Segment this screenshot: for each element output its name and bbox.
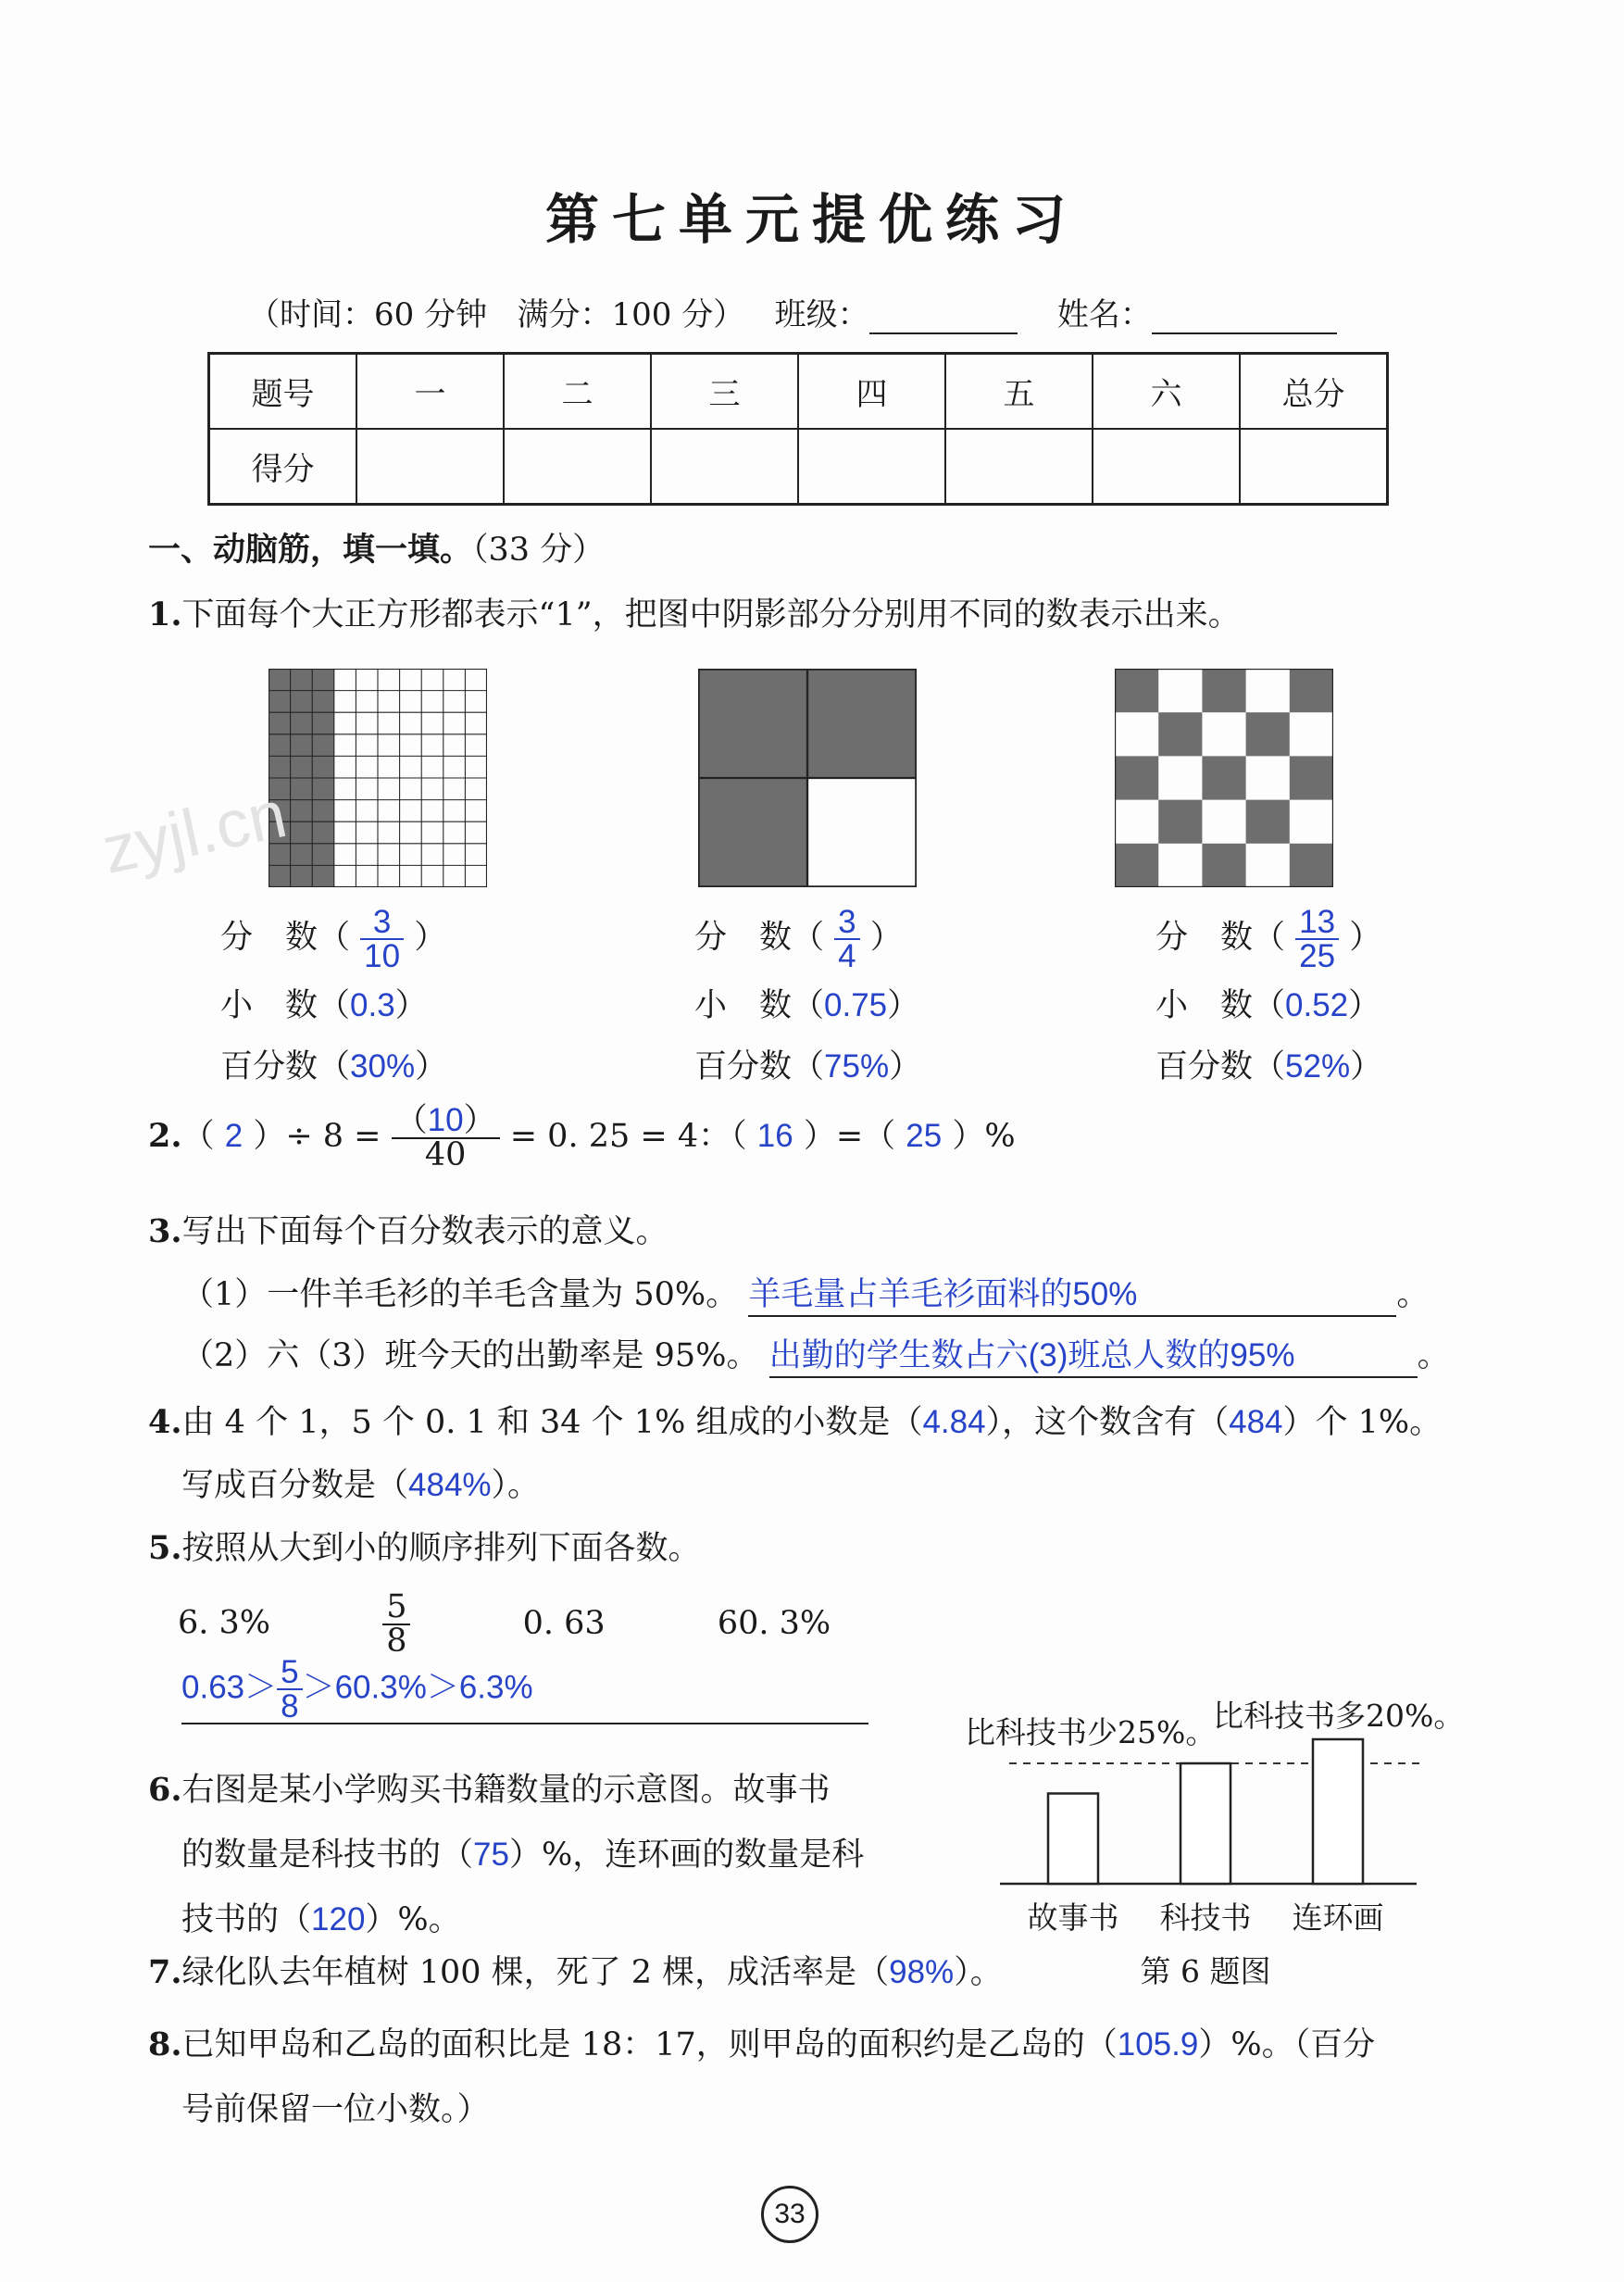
question-number: 2. — [148, 1117, 182, 1155]
numerator: 5 — [281, 1654, 299, 1690]
answer-blank[interactable]: 105.9 — [1117, 2026, 1199, 2063]
close-paren: ） — [414, 919, 447, 957]
answer-decimal-2 — [694, 980, 919, 1026]
grid-figure-quarters — [698, 669, 917, 887]
score-cell[interactable] — [356, 429, 504, 505]
class-label: 班级： — [774, 296, 869, 333]
question-text: 已知甲岛和乙岛的面积比是 18：17，则甲岛的面积约是乙岛的（ — [181, 2026, 1118, 2063]
answer-decimal-1 — [220, 980, 428, 1026]
label-percent: 百分数（ — [220, 1048, 351, 1085]
paren: （ — [394, 1102, 428, 1139]
question-text: 技书的（ — [181, 1901, 312, 1938]
question-3-part-1 — [181, 1269, 1429, 1317]
percent-answer[interactable]: 30% — [350, 1048, 416, 1085]
answer-blank[interactable]: 4.84 — [922, 1404, 986, 1440]
table-cell: 二 — [504, 354, 651, 430]
close-paren: ） — [1348, 987, 1381, 1024]
label-fraction: 分 数（ — [1156, 919, 1286, 957]
score-table-header-row — [209, 354, 1388, 430]
score-table — [207, 352, 1389, 506]
answer-fraction-1 — [220, 906, 446, 972]
denominator: 25 — [1295, 938, 1339, 972]
question-number: 8. — [148, 2025, 182, 2063]
fraction-answer[interactable] — [360, 906, 404, 972]
category-label: 故事书 — [1027, 1900, 1119, 1936]
score-cell[interactable] — [798, 429, 945, 505]
paren: ） — [463, 1102, 496, 1139]
question-8 — [148, 2019, 1375, 2065]
question-8-line-2 — [181, 2084, 490, 2130]
section-points: （33 分） — [472, 532, 606, 569]
table-cell: 三 — [651, 354, 798, 430]
period: 。 — [1396, 1276, 1430, 1313]
question-2 — [148, 1104, 1016, 1172]
sub-question-text: （2）六（3）班今天的出勤率是 95%。 — [181, 1337, 759, 1374]
table-cell: 六 — [1093, 354, 1240, 430]
decimal-answer[interactable]: 0.75 — [824, 987, 888, 1023]
question-1 — [148, 589, 1241, 635]
fraction-answer[interactable] — [834, 906, 859, 972]
label-percent: 百分数（ — [1156, 1048, 1286, 1085]
percent-answer[interactable]: 75% — [824, 1048, 890, 1085]
bar-comic-book — [1313, 1739, 1363, 1884]
question-text: 写成百分数是（ — [181, 1467, 409, 1504]
question-text: 写出下面每个百分数表示的意义。 — [181, 1213, 668, 1250]
decimal-answer[interactable]: 0.3 — [350, 987, 395, 1023]
label-percent: 百分数（ — [694, 1048, 825, 1085]
label-fraction: 分 数（ — [694, 919, 825, 957]
question-number: 3. — [148, 1212, 182, 1250]
answer-fraction — [277, 1656, 302, 1723]
answer-blank[interactable]: 120 — [311, 1901, 366, 1937]
answer-blank[interactable]: 484 — [1229, 1404, 1283, 1440]
question-text: 号前保留一位小数。） — [181, 2091, 490, 2128]
equation-text: = 0. 25 = 4：（ — [509, 1118, 747, 1155]
numerator: 13 — [1299, 904, 1336, 940]
close-paren: ） — [889, 1048, 922, 1085]
label-fraction: 分 数（ — [220, 919, 351, 957]
question-6-line-3 — [148, 1887, 864, 1952]
question-number: 6. — [148, 1771, 182, 1809]
answer-fraction-2 — [694, 906, 903, 972]
close-paren: ） — [415, 1048, 448, 1085]
fraction-answer[interactable] — [1295, 906, 1339, 972]
answer-text: ＞60.3%＞6.3% — [302, 1669, 533, 1706]
question-text: 绿化队去年植树 100 棵，死了 2 棵，成活率是（ — [181, 1954, 890, 1991]
page-title: 第七单元提优练习 — [544, 188, 1079, 251]
exam-info — [248, 289, 1337, 334]
denominator: 8 — [277, 1688, 302, 1723]
numerator: 3 — [838, 904, 856, 940]
table-cell: 一 — [356, 354, 504, 430]
equation-text: ）÷ 8 = — [253, 1118, 381, 1155]
equation-text: ）% — [952, 1118, 1016, 1155]
page-number: 33 — [761, 2186, 818, 2243]
name-blank[interactable] — [1152, 332, 1337, 334]
question-text: ）%。（百分 — [1198, 2026, 1376, 2063]
question-text: ）。 — [491, 1467, 541, 1504]
question-5-answer[interactable] — [181, 1656, 868, 1724]
label-decimal: 小 数（ — [220, 987, 351, 1024]
answer-text: 0.63＞ — [181, 1669, 278, 1706]
question-number: 7. — [148, 1953, 182, 1991]
question-text: 由 4 个 1，5 个 0. 1 和 34 个 1% 组成的小数是（ — [181, 1404, 923, 1441]
question-4 — [148, 1397, 1442, 1443]
shaded-region — [698, 778, 807, 887]
answer-percent-1 — [220, 1041, 447, 1087]
score-table-score-row — [209, 429, 1388, 505]
question-text: ）个 1%。 — [1282, 1404, 1443, 1441]
close-paren: ） — [1350, 1048, 1383, 1085]
class-blank[interactable] — [869, 332, 1018, 334]
shaded-region — [1115, 669, 1333, 887]
answer-blank[interactable]: 484% — [408, 1467, 492, 1503]
label-decimal: 小 数（ — [1156, 987, 1286, 1024]
close-paren: ） — [394, 987, 428, 1024]
number-item: 6. 3% — [178, 1604, 271, 1642]
table-cell: 题号 — [209, 354, 357, 430]
sub-question-text: （1）一件羊毛衫的羊毛含量为 50%。 — [181, 1276, 739, 1313]
fraction — [392, 1104, 500, 1172]
score-cell[interactable] — [1240, 429, 1388, 505]
answer-percent-2 — [694, 1041, 921, 1087]
close-paren: ） — [869, 919, 903, 957]
question-text: 按照从大到小的顺序排列下面各数。 — [181, 1530, 701, 1567]
question-5-items — [178, 1588, 831, 1660]
number-item-fraction — [382, 1588, 410, 1660]
numerator: 3 — [372, 904, 392, 940]
paren: （ — [181, 1118, 215, 1155]
question-5 — [148, 1523, 701, 1569]
bar-storybook — [1048, 1794, 1098, 1885]
watermark: zyjl.cn — [95, 777, 294, 888]
numerator — [392, 1104, 500, 1137]
answer-blank[interactable]: 2 — [224, 1118, 244, 1154]
question-7 — [148, 1947, 1003, 1993]
grid-figure-tenths — [269, 669, 487, 887]
answer-line[interactable]: 羊毛量占羊毛衫面料的50% — [748, 1269, 1396, 1317]
annotation-more: 比科技书多20%。 — [1213, 1698, 1465, 1734]
denominator: 40 — [392, 1137, 500, 1172]
question-3 — [148, 1206, 668, 1252]
answer-decimal-3 — [1156, 980, 1380, 1026]
question-text: ）。 — [954, 1954, 1003, 1991]
equation-text: ）=（ — [803, 1118, 896, 1155]
table-cell: 五 — [945, 354, 1093, 430]
category-label: 科技书 — [1159, 1900, 1252, 1936]
name-label: 姓名： — [1056, 296, 1152, 333]
number-item: 0. 63 — [522, 1604, 606, 1642]
annotation-less: 比科技书少25%。 — [965, 1714, 1217, 1750]
question-text: ），这个数含有（ — [985, 1404, 1230, 1441]
question-number: 5. — [148, 1529, 182, 1567]
denominator: 4 — [834, 938, 859, 972]
book-chart — [954, 1686, 1472, 1991]
section-heading — [148, 524, 605, 570]
percent-answer[interactable]: 52% — [1285, 1048, 1351, 1085]
full-score-info: 满分：100 分） — [517, 296, 745, 333]
category-label: 连环画 — [1292, 1900, 1384, 1936]
question-text: ）%，连环画的数量是科 — [508, 1837, 865, 1874]
answer-percent-3 — [1156, 1041, 1382, 1087]
score-cell[interactable] — [945, 429, 1093, 505]
question-6-line-1 — [148, 1758, 864, 1823]
score-cell[interactable] — [651, 429, 798, 505]
close-paren: ） — [887, 987, 920, 1024]
answer-blank[interactable]: 98% — [889, 1954, 955, 1990]
answer-blank[interactable]: 16 — [756, 1118, 793, 1154]
question-number: 4. — [148, 1403, 182, 1441]
decimal-answer[interactable]: 0.52 — [1285, 987, 1349, 1023]
label-decimal: 小 数（ — [694, 987, 825, 1024]
score-cell[interactable] — [1093, 429, 1240, 505]
answer-blank[interactable]: 75 — [473, 1837, 509, 1873]
table-cell: 四 — [798, 354, 945, 430]
table-cell: 总分 — [1240, 354, 1388, 430]
number-item: 60. 3% — [717, 1604, 831, 1642]
score-cell[interactable] — [504, 429, 651, 505]
close-paren: ） — [1349, 919, 1382, 957]
answer-line[interactable]: 出勤的学生数占六(3)班总人数的95% — [769, 1330, 1418, 1378]
bar-science-book — [1181, 1763, 1230, 1884]
question-text: 下面每个大正方形都表示“1”，把图中阴影部分分别用不同的数表示出来。 — [181, 596, 1241, 633]
denominator: 8 — [382, 1624, 410, 1658]
answer-blank[interactable]: 10 — [427, 1102, 464, 1138]
answer-fraction-3 — [1156, 906, 1381, 972]
question-4-line-2 — [181, 1460, 540, 1506]
question-text: 右图是某小学购买书籍数量的示意图。故事书 — [181, 1772, 831, 1809]
question-number: 1. — [148, 596, 182, 633]
question-6-line-2 — [148, 1823, 864, 1887]
time-info: （时间：60 分钟 — [248, 296, 488, 333]
question-text: 的数量是科技书的（ — [181, 1837, 474, 1874]
period: 。 — [1417, 1337, 1450, 1374]
denominator: 10 — [360, 938, 404, 972]
answer-blank[interactable]: 25 — [906, 1118, 943, 1154]
numerator: 5 — [386, 1588, 407, 1625]
question-6 — [148, 1758, 864, 1952]
table-cell: 得分 — [209, 429, 357, 505]
chart-caption: 第 6 题图 — [1140, 1953, 1271, 1989]
question-text: ）%。 — [365, 1901, 461, 1938]
section-title: 一、动脑筋，填一填。 — [148, 531, 473, 569]
grid-figure-checkerboard — [1115, 669, 1333, 887]
question-3-part-2 — [181, 1330, 1450, 1378]
